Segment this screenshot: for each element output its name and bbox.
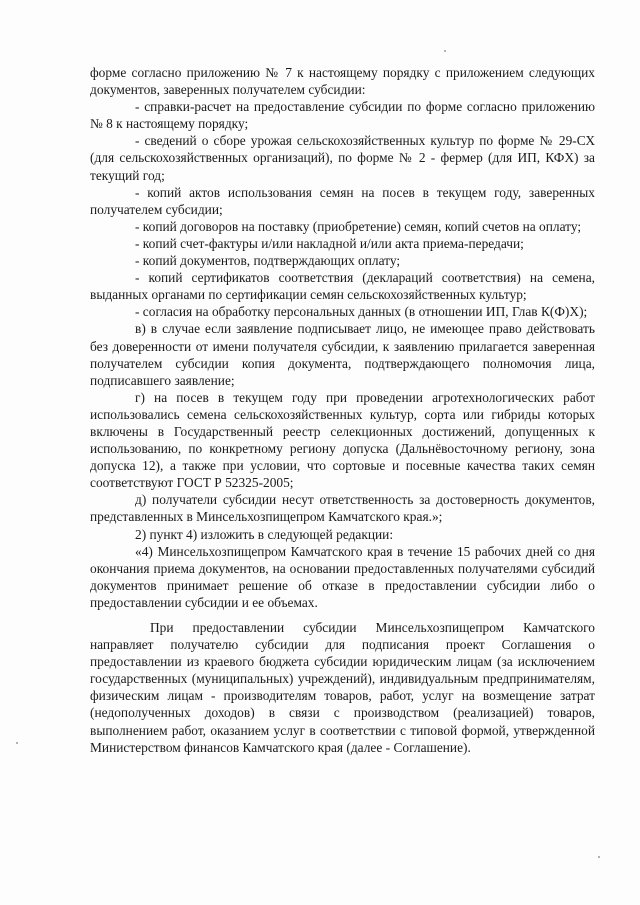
paragraph-form-intro: форме согласно приложению № 7 к настоящему порядку с приложением следующих документов, заверенных получателем субсидии: — [90, 65, 595, 98]
paragraph-subitem-g: г) на посев в текущем году при проведении агротехнологических работ использовались семена сельскохозяйственных культур, сорта или гибриды которых включены в Государственный реестр селекционных достижений, допущенных к использованию, по конкретному региону допуска (Дальнёвосточному региону, зона допуска 12), а также при условии, что сортовые и посевные качества таких семян соответствуют ГОСТ Р 52325-2005; — [90, 389, 595, 491]
scan-speck — [444, 50, 446, 52]
paragraph-subitem-v: в) в случае если заявление подписывает лицо, не имеющее право действовать без доверенности от имени получателя субсидии, к заявлению прилагается заверенная получателем субсидии копия документа, подтверждающего полномочия лица, подписавшего заявление; — [90, 321, 595, 388]
paragraph-point-2: 2) пункт 4) изложить в следующей редакции: — [135, 526, 394, 542]
paragraph-item-contracts: - копий договоров на поставку (приобретение) семян, копий счетов на оплату; — [135, 218, 582, 234]
paragraph-point-4-quote: «4) Минсельхозпищепром Камчатского края в течение 15 рабочих дней со дня окончания приема документов, на основании предоставленных получателями субсидий документов принимает решение об отказе в предоставлении субсидии либо о предоставлении субсидии и ее объемах. — [90, 543, 595, 610]
paragraph-item-certificates: - копий сертификатов соответствия (деклараций соответствия) на семена, выданных органами по сертификации семян сельскохозяйственных культур; — [90, 270, 595, 303]
paragraph-item-seed-acts: - копий актов использования семян на посев в текущем году, заверенных получателем субсидии; — [90, 184, 595, 217]
paragraph-item-consent: - согласия на обработку персональных данных (в отношении ИП, Глав К(Ф)Х); — [135, 304, 588, 320]
paragraph-item-harvest: - сведений о сборе урожая сельскохозяйственных культур по форме № 29-СХ (для сельскохозяйственных организаций), по форме № 2 - фермер (для ИП, КФХ) за текущий год; — [90, 133, 595, 183]
scan-speck — [16, 742, 18, 744]
paragraph-subitem-d: д) получатели субсидии несут ответственность за достоверность документов, представленных в Минсельхозпищепром Камчатского края.»; — [90, 492, 595, 525]
scan-speck — [598, 856, 600, 858]
paragraph-agreement: При предоставлении субсидии Минсельхозпищепром Камчатского направляет получателю субсидии для подписания проект Соглашения о предоставлении из краевого бюджета субсидии юридическим лицам (за исключением государственных (муниципальных) учреждений), индивидуальным предпринимателям, физическим лицам - производителям товаров, работ, услуг на возмещение затрат (недополученных доходов) в связи с производством (реализацией) товаров, выполнением работ, оказанием услуг в соответствии с типовой формой, утвержденной Министерством финансов Камчатского края (далее - Соглашение). — [90, 620, 595, 755]
paragraph-item-calculation: - справки-расчет на предоставление субсидии по форме согласно приложению № 8 к настоящему порядку; — [90, 99, 595, 132]
paragraph-item-invoices: - копий счет-фактуры и/или накладной и/или акта приема-передачи; — [135, 235, 524, 251]
paragraph-item-payments: - копий документов, подтверждающих оплату; — [135, 253, 401, 269]
document-body — [90, 64, 595, 756]
